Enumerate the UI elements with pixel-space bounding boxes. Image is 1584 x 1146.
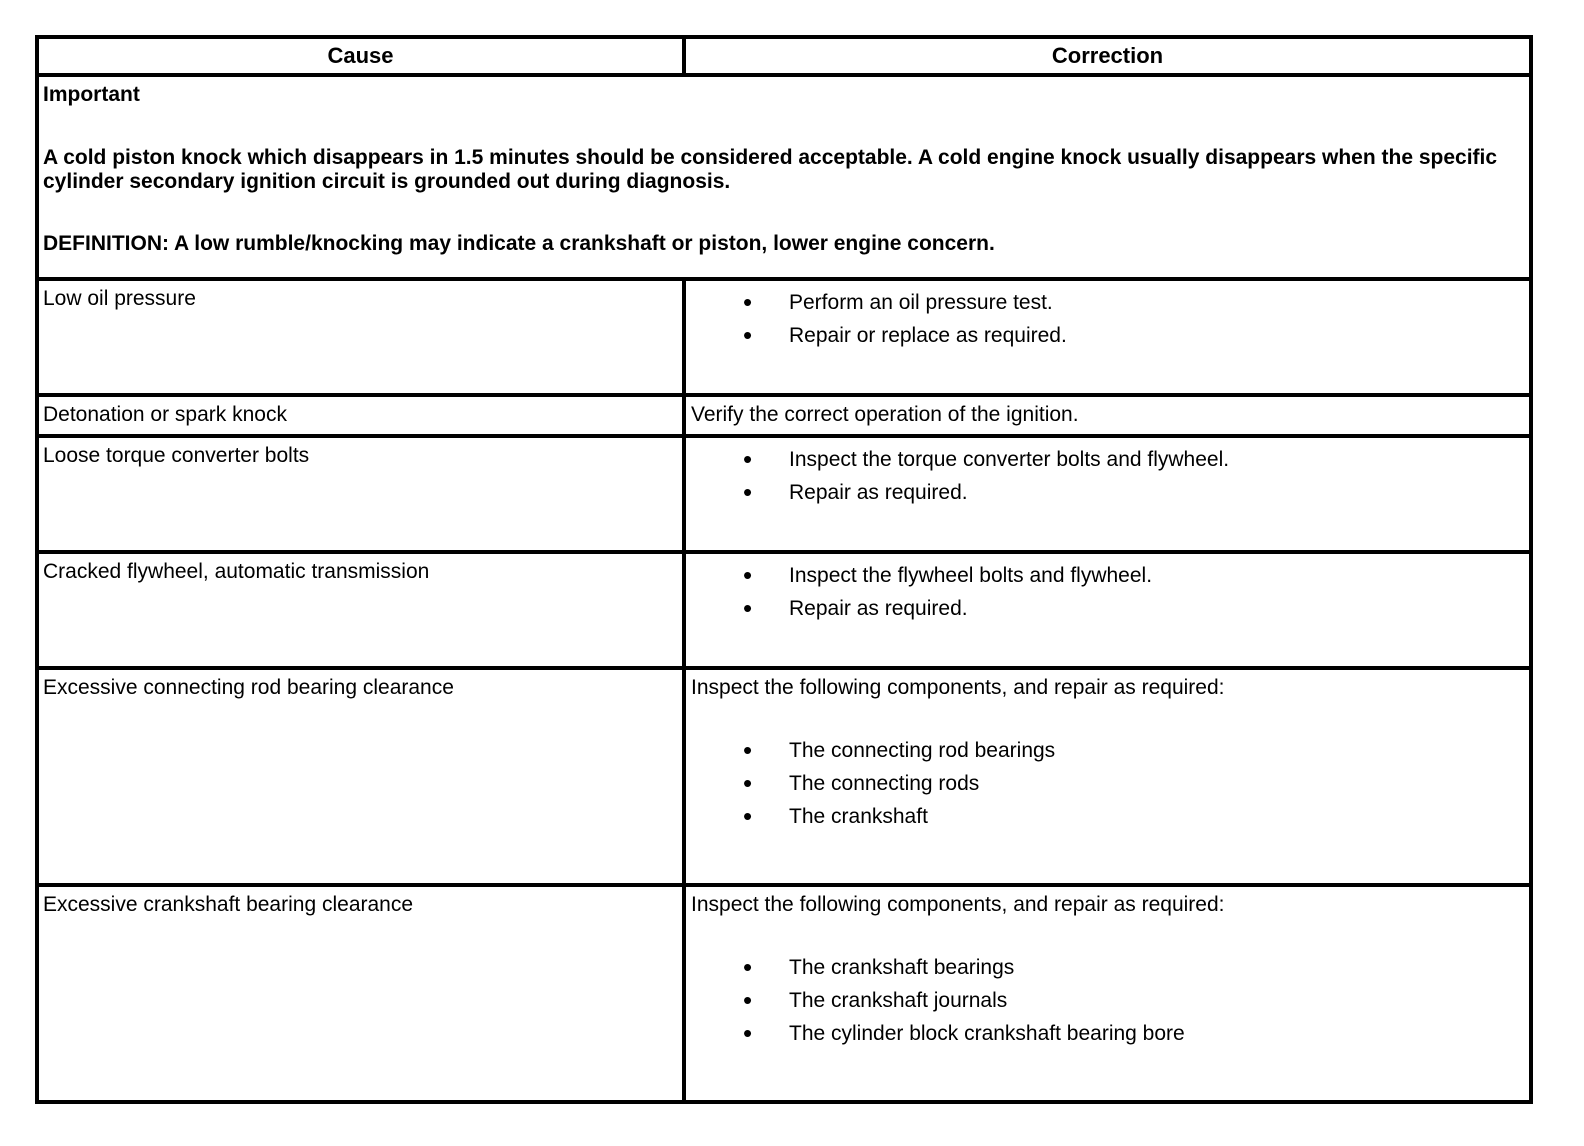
list-item: • Repair as required.	[691, 592, 1525, 625]
correction-list	[691, 734, 1525, 833]
cause-cell: Loose torque converter bolts	[37, 436, 684, 552]
table-row	[37, 395, 1531, 436]
correction-cell	[684, 279, 1531, 395]
list-item: • The crankshaft	[691, 800, 1525, 833]
correction-cell: Verify the correct operation of the ignition.	[684, 395, 1531, 436]
list-item: • The crankshaft bearings	[691, 951, 1525, 984]
correction-list	[691, 559, 1525, 625]
diagnostic-table	[35, 35, 1533, 1104]
header-correction: Correction	[684, 37, 1531, 75]
correction-cell	[684, 668, 1531, 885]
correction-list	[691, 951, 1525, 1050]
table-header-row	[37, 37, 1531, 75]
list-item: • Repair or replace as required.	[691, 319, 1525, 352]
table-row	[37, 552, 1531, 668]
note-definition: DEFINITION: A low rumble/knocking may indicate a crankshaft or piston, lower engine concern.	[43, 232, 995, 255]
cause-cell: Excessive connecting rod bearing clearance	[37, 668, 684, 885]
correction-intro: Inspect the following components, and repair as required:	[691, 893, 1225, 916]
note-title: Important	[43, 83, 140, 106]
correction-list	[691, 286, 1525, 352]
list-item: • Inspect the torque converter bolts and flywheel.	[691, 443, 1525, 476]
table-row	[37, 279, 1531, 395]
list-item: • Repair as required.	[691, 476, 1525, 509]
correction-list	[691, 443, 1525, 509]
list-item: • The cylinder block crankshaft bearing bore	[691, 1017, 1525, 1050]
list-item: • The connecting rods	[691, 767, 1525, 800]
table-row	[37, 668, 1531, 885]
cause-cell: Low oil pressure	[37, 279, 684, 395]
cause-cell: Detonation or spark knock	[37, 395, 684, 436]
table-row	[37, 885, 1531, 1102]
list-item: • Perform an oil pressure test.	[691, 286, 1525, 319]
list-item: • Inspect the flywheel bolts and flywheel.	[691, 559, 1525, 592]
table-row	[37, 436, 1531, 552]
correction-cell	[684, 552, 1531, 668]
list-item: • The crankshaft journals	[691, 984, 1525, 1017]
header-cause: Cause	[37, 37, 684, 75]
cause-cell: Excessive crankshaft bearing clearance	[37, 885, 684, 1102]
correction-cell	[684, 436, 1531, 552]
correction-intro: Inspect the following components, and repair as required:	[691, 676, 1225, 699]
list-item: • The connecting rod bearings	[691, 734, 1525, 767]
cause-cell: Cracked flywheel, automatic transmission	[37, 552, 684, 668]
note-row	[37, 75, 1531, 279]
important-note	[37, 75, 1531, 279]
note-text: A cold piston knock which disappears in 1.5 minutes should be considered acceptable. A cold engine knock usually disappears when the specific cylinder secondary ignition circuit is grounded out during diagnosis.	[43, 146, 1498, 193]
correction-cell	[684, 885, 1531, 1102]
